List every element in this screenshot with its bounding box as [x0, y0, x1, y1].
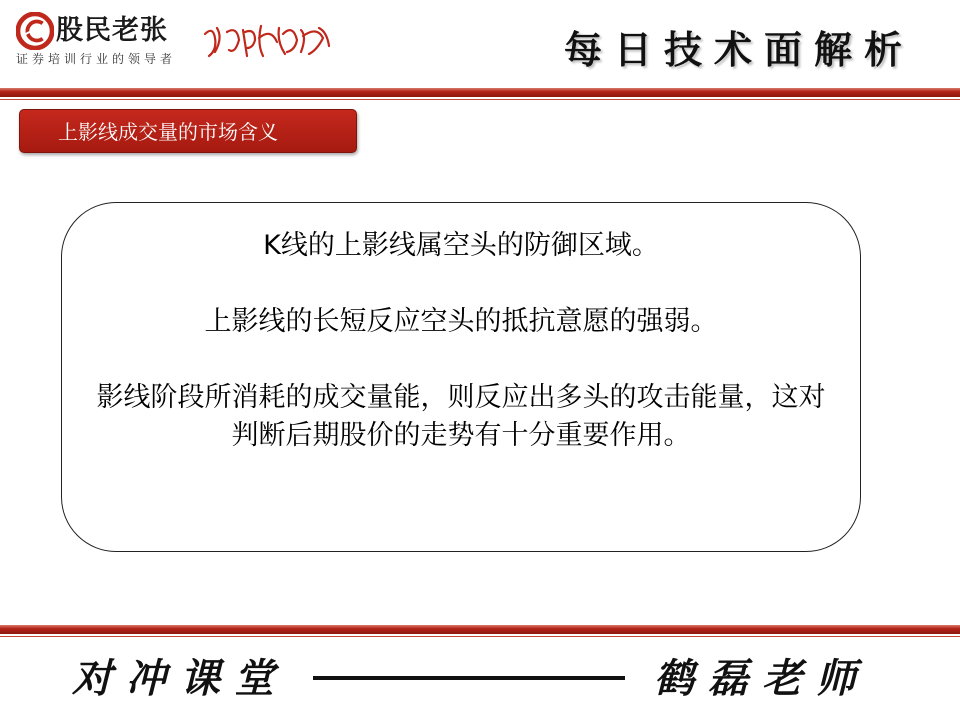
footer-divider-thin: [0, 636, 960, 637]
brand-logo: [14, 8, 334, 70]
logo-mark-icon: [16, 12, 54, 50]
logo-tagline: 证券培训行业的领导者: [16, 52, 177, 66]
footer-course-name: 对冲课堂: [72, 655, 288, 702]
footer-divider: [0, 625, 960, 634]
content-panel: [61, 202, 861, 552]
header-divider: [0, 88, 960, 97]
footer-teacher-name: 鹤磊老师: [654, 655, 870, 702]
signature-icon: [199, 14, 339, 74]
logo-name: 股民老张: [56, 15, 168, 46]
footer-separator-line: [313, 676, 625, 680]
content-paragraph-1: K线的上影线属空头的防御区域。: [263, 230, 659, 261]
page-title: 每日技术面解析: [563, 27, 914, 72]
content-paragraph-3: 影线阶段所消耗的成交量能，则反应出多头的攻击能量，这对判断后期股价的走势有十分重要作用。: [96, 382, 826, 451]
content-paragraph-2: 上影线的长短反应空头的抵抗意愿的强弱。: [204, 306, 718, 337]
section-title: 上影线成交量的市场含义: [19, 109, 357, 153]
header-divider-thin: [0, 99, 960, 100]
